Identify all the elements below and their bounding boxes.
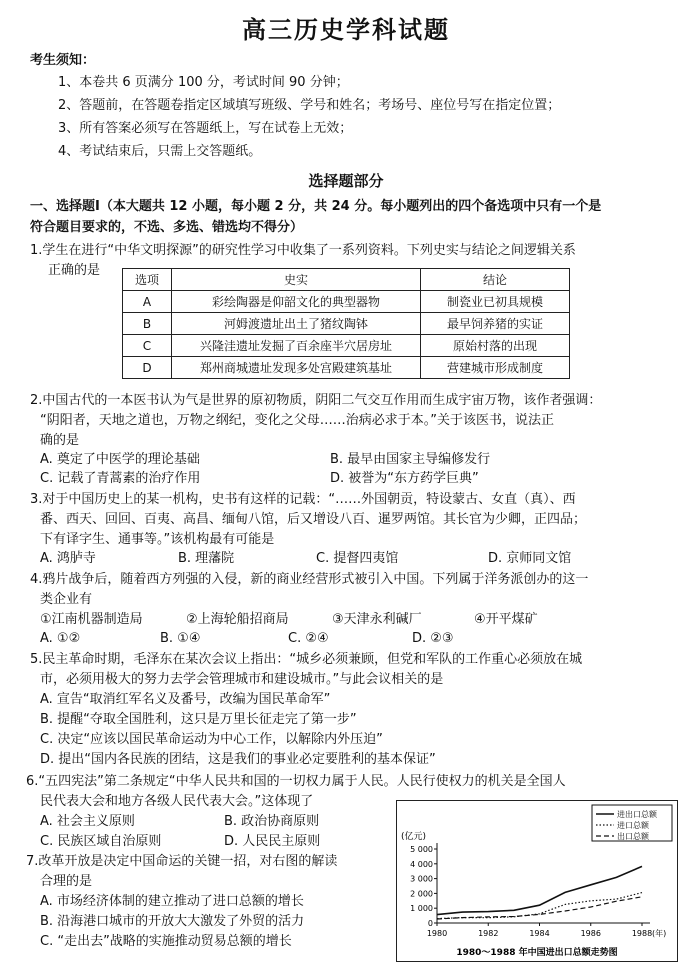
notice-item: 1、本卷共 6 页满分 100 分，考试时间 90 分钟； bbox=[58, 75, 349, 90]
legend-label: 进口总额 bbox=[617, 821, 649, 830]
question-4-stem: 4.鸦片战争后，随着西方列强的入侵，新的商业经营形式被引入中国。下列属于洋务派创办的这一 bbox=[30, 572, 589, 587]
list-item: ③天津永利碱厂 bbox=[332, 612, 422, 627]
table-cell: 河姆渡遗址出土了猪纹陶钵 bbox=[172, 313, 421, 335]
option-c[interactable]: C. 决定“应该以国民革命运动为中心工作，以解除内外压迫” bbox=[40, 732, 383, 747]
x-tick-label: 1980 bbox=[426, 929, 448, 938]
option-d[interactable]: D. ②③ bbox=[412, 631, 454, 646]
x-tick-label: 1982 bbox=[478, 929, 499, 938]
option-b[interactable]: B. 提醒“夺取全国胜利，这只是万里长征走完了第一步” bbox=[40, 712, 357, 727]
option-c[interactable]: C. 记载了青蒿素的治疗作用 bbox=[40, 471, 201, 486]
question-4-stem: 类企业有 bbox=[40, 592, 93, 607]
table-header: 选项 bbox=[123, 269, 172, 291]
question-5-stem: 5.民主革命时期，毛泽东在某次会议上指出：“城乡必须兼顾，但党和军队的工作重心必须放在城 bbox=[30, 652, 583, 667]
option-c[interactable]: C. 民族区域自治原则 bbox=[40, 834, 162, 849]
chart-title: 1980～1988 年中国进出口总额走势图 bbox=[456, 948, 618, 958]
trade-chart bbox=[396, 800, 678, 962]
question-2-stem: 确的是 bbox=[40, 433, 80, 448]
option-d[interactable]: D. 被誉为“东方药学巨典” bbox=[330, 471, 479, 486]
question-3-stem: 番、西天、回回、百夷、高昌、缅甸八馆，后又增设八百、暹罗两馆。其长官为少卿，正四品； bbox=[40, 512, 587, 527]
notice-item: 3、所有答案必须写在答题纸上，写在试卷上无效； bbox=[58, 121, 353, 136]
option-a[interactable]: A. 市场经济体制的建立推动了进口总额的增长 bbox=[40, 894, 304, 909]
option-c[interactable]: C. ②④ bbox=[288, 631, 329, 646]
x-axis-label: (年) bbox=[652, 929, 667, 938]
question-6-stem: 民代表大会和地方各级人民代表大会。”这体现了 bbox=[40, 794, 314, 809]
option-b[interactable]: B. ①④ bbox=[160, 631, 201, 646]
table-row bbox=[123, 291, 570, 313]
table-header-row bbox=[123, 269, 570, 291]
option-b[interactable]: B. 政治协商原则 bbox=[224, 814, 320, 829]
list-item: ②上海轮船招商局 bbox=[186, 612, 289, 627]
option-d[interactable]: D. 人民民主原则 bbox=[224, 834, 321, 849]
y-tick-label: 0 bbox=[427, 919, 433, 928]
y-tick-label: 3 000 bbox=[410, 874, 433, 884]
legend-label: 出口总额 bbox=[617, 832, 649, 841]
option-a[interactable]: A. ①② bbox=[40, 631, 81, 646]
y-tick-label: 5 000 bbox=[410, 845, 433, 854]
question-7-stem: 合理的是 bbox=[40, 874, 93, 889]
table-cell: 郑州商城遗址发现多处宫殿建筑基址 bbox=[172, 357, 421, 379]
question-1-stem: 正确的是 bbox=[48, 263, 101, 278]
chart-svg bbox=[397, 801, 677, 961]
list-item: ①江南机器制造局 bbox=[40, 612, 143, 627]
y-axis-label: (亿元) bbox=[401, 832, 427, 842]
table-cell: 最早饲养猪的实证 bbox=[421, 313, 570, 335]
question-3-stem: 3.对于中国历史上的某一机构，史书有这样的记载：“……外国朝贡，特设蒙古、女直（真）、西 bbox=[30, 492, 576, 507]
option-b[interactable]: B. 沿海港口城市的开放大大激发了外贸的活力 bbox=[40, 914, 305, 929]
table-cell: 兴隆洼遗址发掘了百余座半穴居房址 bbox=[172, 335, 421, 357]
question-2-stem: 2.中国古代的一本医书认为气是世界的原初物质，阴阳二气交互作用而生成宇宙万物，该作者强调： bbox=[30, 393, 602, 408]
table-cell: 原始村落的出现 bbox=[421, 335, 570, 357]
list-item: ④开平煤矿 bbox=[474, 612, 538, 627]
option-c[interactable]: C. “走出去”战略的实施推动贸易总额的增长 bbox=[40, 934, 292, 949]
table-cell: D bbox=[123, 357, 172, 379]
question-1-table bbox=[122, 268, 570, 379]
y-tick-label: 4 000 bbox=[410, 859, 433, 869]
option-d[interactable]: D. 提出“国内各民族的团结，这是我们的事业必定要胜利的基本保证” bbox=[40, 752, 436, 767]
option-a[interactable]: A. 社会主义原则 bbox=[40, 814, 135, 829]
question-5-stem: 市，必须用极大的努力去学会管理城市和建设城市。”与此会议相关的是 bbox=[40, 672, 444, 687]
part1-instruction: 一、选择题Ⅰ（本大题共 12 小题，每小题 2 分，共 24 分。每小题列出的四个备选项中只有一个是 bbox=[30, 199, 602, 214]
page-title: 高三历史学科试题 bbox=[242, 15, 450, 44]
option-a[interactable]: A. 宣告“取消红军名义及番号，改编为国民革命军” bbox=[40, 692, 331, 707]
section-title: 选择题部分 bbox=[308, 172, 384, 190]
table-cell: C bbox=[123, 335, 172, 357]
table-cell: 彩绘陶器是仰韶文化的典型器物 bbox=[172, 291, 421, 313]
table-row bbox=[123, 335, 570, 357]
table-row bbox=[123, 313, 570, 335]
option-a[interactable]: A. 鸿胪寺 bbox=[40, 551, 96, 566]
part1-instruction: 符合题目要求的，不选、多选、错选均不得分） bbox=[30, 220, 304, 235]
series-line-3 bbox=[437, 897, 642, 919]
option-b[interactable]: B. 最早由国家主导编修发行 bbox=[330, 452, 491, 467]
x-tick-label: 1986 bbox=[580, 929, 601, 938]
question-7-stem: 7.改革开放是决定中国命运的关键一招，对右图的解读 bbox=[26, 854, 338, 869]
option-c[interactable]: C. 提督四夷馆 bbox=[316, 551, 399, 566]
option-b[interactable]: B. 理藩院 bbox=[178, 551, 235, 566]
table-cell: 营建城市形成制度 bbox=[421, 357, 570, 379]
y-tick-label: 2 000 bbox=[410, 889, 433, 899]
question-2-stem: “阴阳者，天地之道也，万物之纲纪，变化之父母……治病必求于本。”关于该医书，说法正 bbox=[40, 413, 554, 428]
x-tick-label: 1988 bbox=[631, 929, 653, 938]
legend-label: 进出口总额 bbox=[617, 810, 657, 819]
notice-heading: 考生须知： bbox=[30, 53, 96, 68]
question-1-stem: 1.学生在进行“中华文明探源”的研究性学习中收集了一系列资料。下列史实与结论之间逻辑关系 bbox=[30, 243, 576, 258]
option-a[interactable]: A. 奠定了中医学的理论基础 bbox=[40, 452, 200, 467]
table-cell: B bbox=[123, 313, 172, 335]
option-d[interactable]: D. 京师同文馆 bbox=[488, 551, 572, 566]
x-tick-label: 1984 bbox=[529, 929, 550, 938]
table-cell: 制瓷业已初具规模 bbox=[421, 291, 570, 313]
notice-item: 4、考试结束后，只需上交答题纸。 bbox=[58, 144, 262, 159]
series-line-1 bbox=[437, 866, 642, 914]
table-header: 结论 bbox=[421, 269, 570, 291]
y-tick-label: 1 000 bbox=[410, 904, 433, 914]
table-cell: A bbox=[123, 291, 172, 313]
table-row bbox=[123, 357, 570, 379]
notice-item: 2、答题前，在答题卷指定区域填写班级、学号和姓名；考场号、座位号写在指定位置； bbox=[58, 98, 561, 113]
question-3-stem: 下有译字生、通事等。”该机构最有可能是 bbox=[40, 532, 275, 547]
question-6-stem: 6.“五四宪法”第二条规定“中华人民共和国的一切权力属于人民。人民行使权力的机关是全国人 bbox=[26, 774, 566, 789]
table-header: 史实 bbox=[172, 269, 421, 291]
